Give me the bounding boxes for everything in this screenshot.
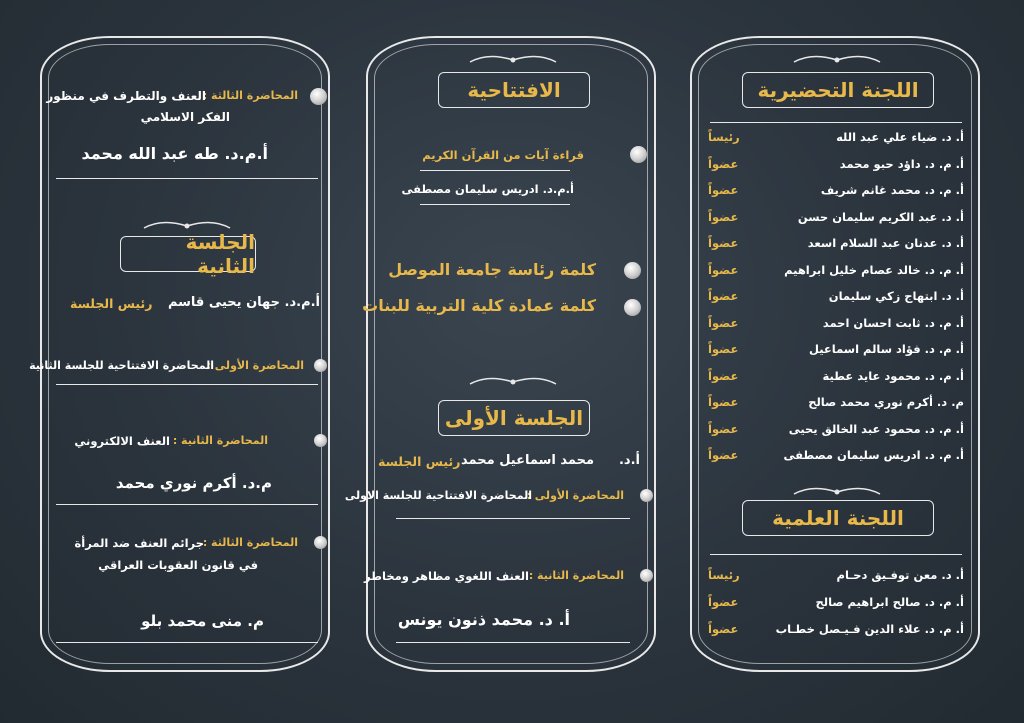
session2-role: رئيس الجلسة — [70, 296, 153, 311]
session1-title: الجلسة الأولى — [438, 400, 590, 436]
s2-lecture3-text-2: في قانون العقوبات العراقي — [98, 558, 258, 572]
member-name: أ. م. د. ثابت احسان احمد — [822, 315, 964, 330]
bullet-icon — [314, 536, 327, 549]
member-role: عضواً — [708, 448, 739, 462]
bullet-icon — [314, 359, 327, 372]
member-name: أ. د. ضياء علي عبد الله — [836, 130, 964, 144]
lecture2-text: العنف اللغوي مظاهر ومخاطر — [364, 569, 529, 583]
divider — [710, 554, 962, 555]
s2-lecture2-text: العنف الالكتروني — [74, 434, 170, 448]
member-role: عضواً — [708, 262, 739, 277]
bullet-icon — [314, 434, 327, 447]
member-role: عضواً — [708, 209, 739, 224]
speech-college: كلمة عمادة كلية التربية للبنات — [362, 296, 596, 315]
divider — [56, 384, 318, 385]
prep-committee-title: اللجنة التحضيرية — [742, 72, 934, 108]
session2-chair: أ.م.د. جهان يحيى قاسم — [167, 295, 320, 310]
s2-lecture3-label: المحاضرة الثالثة : — [202, 536, 298, 549]
member-role: عضواً — [708, 622, 739, 636]
bullet-icon — [640, 489, 653, 502]
lecture3-label: المحاضرة الثالثة : — [202, 89, 298, 102]
s2-lecture1-text: المحاضرة الافتتاحية للجلسة الثانية — [29, 359, 214, 372]
member-name: أ. د. ابتهاج زكي سليمان — [828, 289, 964, 303]
flourish-ornament — [792, 484, 882, 498]
member-role: عضواً — [708, 236, 739, 250]
quran-reading: قراءة آيات من القرآن الكريم — [422, 148, 584, 162]
divider — [56, 504, 318, 505]
divider — [56, 178, 318, 179]
member-role: رئيساً — [708, 568, 740, 582]
lecture3-speaker: أ.م.د. طه عبد الله محمد — [81, 144, 268, 163]
lecture3-text-1: العنف والتطرف في منظور — [46, 89, 206, 103]
bullet-icon — [624, 299, 641, 316]
quran-reader-name: أ.م.د. ادريس سليمان مصطفى — [401, 182, 574, 196]
bullet-icon — [310, 88, 327, 105]
member-name: أ. م. د. محمود عبد الخالق يحيى — [788, 421, 964, 436]
bullet-icon — [630, 146, 647, 163]
speech-university: كلمة رئاسة جامعة الموصل — [388, 260, 596, 279]
member-name: أ. د. عدنان عبد السلام اسعد — [807, 236, 964, 250]
divider — [56, 642, 318, 643]
member-name: أ. د. عبد الكريم سليمان حسن — [797, 209, 964, 224]
lecture2-label: المحاضرة الثانية : — [528, 569, 624, 582]
left-panel — [29, 36, 330, 672]
member-name: أ. م. د. فؤاد سالم اسماعيل — [808, 342, 964, 356]
sci-committee-title: اللجنة العلمية — [742, 500, 934, 536]
lecture2-speaker: أ. د. محمد ذنون يونس — [397, 610, 570, 629]
divider — [396, 518, 630, 519]
member-name: م. د. أكرم نوري محمد صالح — [808, 395, 964, 409]
member-role: عضواً — [708, 315, 739, 330]
right-panel — [690, 36, 980, 672]
flourish-ornament — [792, 52, 882, 66]
member-role: عضواً — [708, 395, 739, 409]
bullet-icon — [624, 262, 641, 279]
member-name: أ. م. د. خالد عصام خليل ابراهيم — [784, 262, 964, 277]
lecture1-label: المحاضرة الأولى : — [526, 489, 624, 502]
middle-panel — [344, 36, 656, 672]
member-role: عضواً — [708, 421, 739, 436]
member-name: أ. م. د. داؤد حبو محمد — [839, 156, 964, 171]
member-name: أ. م. د. صالح ابراهيم صالح — [815, 595, 964, 609]
member-name: أ. م. د. علاء الدين فـيـصل خطـاب — [775, 622, 964, 636]
s2-lecture1-label: المحاضرة الأولى : — [206, 359, 304, 372]
flourish-ornament — [468, 374, 558, 388]
member-role: عضواً — [708, 183, 739, 197]
member-role: عضواً — [708, 595, 739, 609]
opening-title: الافتتاحية — [438, 72, 590, 108]
session1-chair-prefix: أ.د. — [618, 453, 640, 468]
divider — [396, 642, 630, 643]
session1-chair-name: محمد اسماعيل محمد — [461, 453, 594, 468]
member-name: أ. م. د. ادريس سليمان مصطفى — [783, 448, 964, 462]
member-role: عضواً — [708, 156, 739, 171]
divider — [710, 122, 962, 123]
member-name: أ. م. د. محمود عايد عطية — [822, 368, 964, 383]
lecture1-text: المحاضرة الافتتاحية للجلسة الاولى — [344, 489, 532, 502]
member-name: أ. د. معن توفـيق دحـام — [836, 568, 964, 582]
divider — [420, 170, 570, 171]
member-role: رئيساً — [708, 130, 740, 144]
s2-lecture2-speaker: م.د. أكرم نوري محمد — [115, 474, 272, 492]
member-role: عضواً — [708, 289, 739, 303]
lecture3-text-2: الفكر الاسلامي — [140, 110, 230, 124]
member-name: أ. م. د. محمد غانم شريف — [820, 183, 964, 197]
member-role: عضواً — [708, 342, 739, 356]
s2-lecture2-label: المحاضرة الثانية : — [172, 434, 268, 447]
session1-chair-role: رئيس الجلسة — [378, 454, 461, 469]
session2-title: الجلسة الثانية — [120, 236, 256, 272]
s2-lecture3-speaker: م. منى محمد بلو — [141, 612, 264, 630]
member-role: عضواً — [708, 368, 739, 383]
bullet-icon — [640, 569, 653, 582]
divider — [420, 204, 570, 205]
s2-lecture3-text-1: جرائم العنف ضد المرأة — [74, 536, 204, 550]
flourish-ornament — [468, 52, 558, 66]
